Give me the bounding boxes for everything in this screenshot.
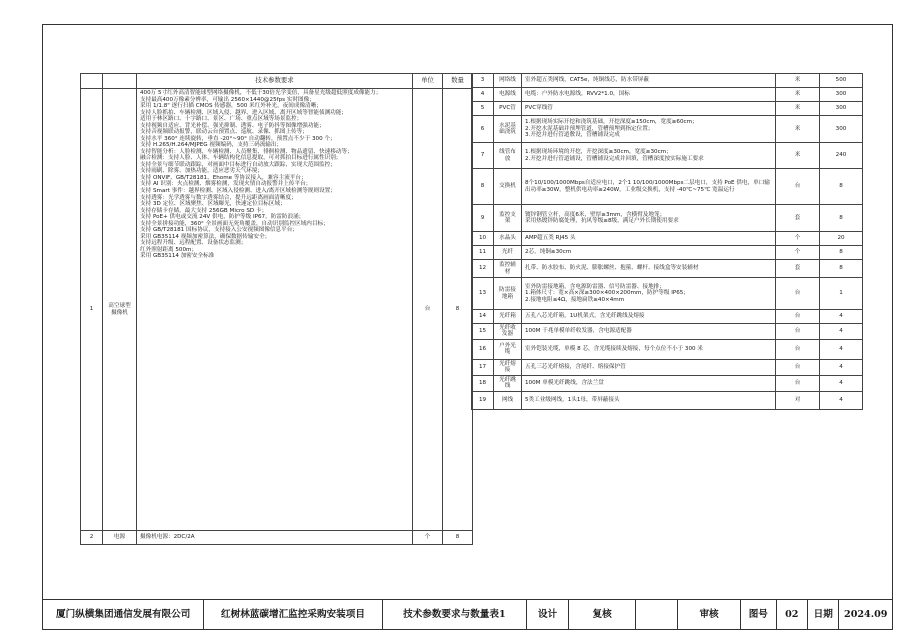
row-unit: 台 <box>776 278 820 310</box>
header-no <box>81 74 103 89</box>
table-row <box>472 88 863 102</box>
row-name: 监控辅材 <box>494 260 522 278</box>
table-row <box>472 232 863 246</box>
row-spec: 400万 5寸红外高清智能球型网络摄像机，不低于30倍光学变倍，具备星光级超低照度成像能力； 支持最高400万像素分辨率，可输出 2560×1440@25fps 实时图像； 采用 1/1.8" 逐行扫描 CMOS 传感器，500 米红外补光，夜间成像清晰； 支持人脸抓拍、车辆检测、区域入侵、越界、进入区域、离开区域等智能侦测功能； 适用于林区路口、十字路口、景区、广场、重点区域等场景监控； 支持视频自适应、背光补偿、强光抑制、透雾、电子防抖等图像增强功能； 支持音视频联动报警，联动云台预置点、巡航、录像、抓图上传等； 支持水平 360° 连续旋转，垂直 -20°~90° 自动翻转，预置点不少于 300 个； 支持 H.265/H.264/MJPEG 视频编码，支持三码流输出； 支持智能分析：人脸检测、车辆检测、人员聚集、徘徊检测、物品遗留、快速移动等； 融合检测：支持人脸、人体、车辆结构化信息提取，可对抓拍目标进行属性识别； 支持全景与细节联动跟踪，对画面中目标进行自动放大跟踪，实现大范围监控； 支持雨刷、除雾、加热功能，适应恶劣天气环境； 支持 ONVIF、GB/T28181、Ehome 等协议接入，兼容主流平台； 支持 AI 识别：火点检测、烟雾检测，发现火情自动报警并上传平台； 支持 Smart 事件：越界检测、区域入侵检测、进入/离开区域检测等规则设置； 支持透雾：光学透雾与数字透雾结合，提升远距离画面清晰度； 支持 3D 定位、区域聚焦、区域曝光，快速定位目标区域； 支持存储卡存储，最大支持 256GB Micro SD 卡； 支持 PoE+ 供电或交流 24V 供电，防护等级 IP67，防雷防浪涌； 支持全景拼接功能，360° 全景画面无死角覆盖，自动识别监控区域内目标； 支持 GB/T28181 国标协议，支持接入公安视频图像信息平台； 采用 GB35114 视频加密算法，确保数据传输安全； 支持远程升级、远程配置、设备状态监测； 红外照射距离 500m； 采用 GB35114 加密安全标准 <box>137 89 413 531</box>
row-qty: 4 <box>820 310 863 324</box>
row-no: 3 <box>472 74 494 88</box>
row-no: 15 <box>472 324 494 340</box>
row-qty: 8 <box>820 246 863 260</box>
row-qty: 4 <box>820 375 863 391</box>
row-name: 户外光缆 <box>494 339 522 359</box>
header-name <box>103 74 137 89</box>
row-qty: 8 <box>820 169 863 205</box>
table-row <box>472 205 863 232</box>
row-name: 光纤收发器 <box>494 324 522 340</box>
row-no: 6 <box>472 116 494 143</box>
row-unit: 个 <box>776 232 820 246</box>
row-name: PVC管 <box>494 102 522 116</box>
row-qty: 20 <box>820 232 863 246</box>
row-spec: 100M 千兆单模单纤收发器，含电源适配器 <box>522 324 776 340</box>
table-row <box>472 169 863 205</box>
row-spec: 室外防雷接地箱，含电源防雷器、信号防雷器、接地排； 1.箱体尺寸：宽×高×深≥300×400×200mm，防护等级 IP65； 2.接地电阻≤4Ω，接地扁铁≥40×4mm <box>522 278 776 310</box>
table-row <box>472 339 863 359</box>
header-qty: 数量 <box>443 74 473 89</box>
row-unit: 台 <box>776 310 820 324</box>
row-spec: 摄像机电源：2DC/2A <box>137 531 413 545</box>
project-name: 红树林蓝碳增汇监控采购安装项目 <box>204 600 382 630</box>
review-label: 复核 <box>569 600 636 630</box>
row-unit-text: 台 <box>424 306 431 313</box>
row-qty: 8 <box>820 205 863 232</box>
row-unit: 套 <box>776 260 820 278</box>
table-row <box>472 324 863 340</box>
row-spec: PVC穿线管 <box>522 102 776 116</box>
row-name: 光纤熔接 <box>494 359 522 375</box>
row-no: 9 <box>472 205 494 232</box>
row-name: 监控支架 <box>494 205 522 232</box>
row-no: 10 <box>472 232 494 246</box>
row-unit: 套 <box>776 205 820 232</box>
row-unit: 米 <box>776 74 820 88</box>
table-row <box>81 89 473 531</box>
row-unit: 台 <box>776 339 820 359</box>
date-value: 2024.09 <box>839 600 893 630</box>
review-value <box>636 600 678 630</box>
company-name: 厦门纵横集团通信发展有限公司 <box>43 600 204 630</box>
table-row <box>472 246 863 260</box>
row-qty: 4 <box>820 339 863 359</box>
row-name: 线管布放 <box>494 143 522 169</box>
row-no: 7 <box>472 143 494 169</box>
row-unit: 米 <box>776 102 820 116</box>
table-row <box>472 391 863 409</box>
row-qty: 4 <box>820 391 863 409</box>
row-no: 11 <box>472 246 494 260</box>
row-name: 水泥基础浇筑 <box>494 116 522 143</box>
table-row <box>81 531 473 545</box>
header-unit: 单位 <box>413 74 443 89</box>
left-table-header <box>81 74 473 89</box>
row-no: 5 <box>472 102 494 116</box>
row-qty: 300 <box>820 116 863 143</box>
row-spec: 五孔三芯光纤熔接，含尾纤、熔接保护管 <box>522 359 776 375</box>
table-row <box>472 143 863 169</box>
drawing-name: 技术参数要求与数量表1 <box>382 600 527 630</box>
row-qty <box>443 89 473 531</box>
table-row <box>472 116 863 143</box>
row-no: 12 <box>472 260 494 278</box>
row-unit: 个 <box>413 531 443 545</box>
row-qty: 4 <box>820 359 863 375</box>
row-unit <box>413 89 443 531</box>
row-unit: 米 <box>776 143 820 169</box>
table-row <box>472 310 863 324</box>
row-unit: 对 <box>776 391 820 409</box>
row-unit: 台 <box>776 324 820 340</box>
header-spec: 技术参数要求 <box>137 74 413 89</box>
row-no: 13 <box>472 278 494 310</box>
row-qty: 300 <box>820 102 863 116</box>
row-spec: AMP超五类 RJ45 头 <box>522 232 776 246</box>
row-unit: 米 <box>776 88 820 102</box>
row-no: 14 <box>472 310 494 324</box>
table-row <box>472 260 863 278</box>
row-spec: 1.根据现场实际开挖和浇筑基础，开挖深度≥150cm，宽度≥60cm； 2.开挖水泥基础并预埋管道，管槽预埋到指定位置； 3.开挖并进行管道敷设，管槽铺设完成 <box>522 116 776 143</box>
row-qty: 8 <box>820 260 863 278</box>
row-name: 水晶头 <box>494 232 522 246</box>
row-unit: 米 <box>776 116 820 143</box>
row-no: 19 <box>472 391 494 409</box>
row-name: 防雷接地箱 <box>494 278 522 310</box>
row-qty: 8 <box>443 531 473 545</box>
row-spec: 室外超五类网线，CAT5e，纯铜线芯，防水带屏蔽 <box>522 74 776 88</box>
drawing-no: 02 <box>776 600 807 630</box>
design-label: 设计 <box>527 600 569 630</box>
row-no: 4 <box>472 88 494 102</box>
row-name: 网线 <box>494 391 522 409</box>
date-label: 日期 <box>808 600 839 630</box>
drawing-no-label: 图号 <box>740 600 776 630</box>
row-spec: 2芯，纯铜≥30cm <box>522 246 776 260</box>
row-no: 17 <box>472 359 494 375</box>
row-name: 电源 <box>103 531 137 545</box>
row-spec: 1.根据现场环境的开挖，开挖深度≥30cm，宽度≥30cm； 2.开挖并进行管道铺设，管槽铺设完成并回填，管槽深度按实际施工要求 <box>522 143 776 169</box>
row-name: 网络线 <box>494 74 522 88</box>
row-qty-text: 8 <box>455 306 460 313</box>
row-no: 2 <box>81 531 103 545</box>
row-spec: 5类工业级网线，1头1母，带屏蔽接头 <box>522 391 776 409</box>
row-qty: 1 <box>820 278 863 310</box>
row-unit: 台 <box>776 169 820 205</box>
row-name: 光纤跳线 <box>494 375 522 391</box>
right-spec-table <box>471 73 863 410</box>
row-qty: 500 <box>820 74 863 88</box>
row-name: 光纤箱 <box>494 310 522 324</box>
row-spec: 镀锌钢管立杆，高度6米，壁厚≥3mm，含横臂及地笼； 采用热镀锌防腐处理，抗风等级≥8级，满足户外长期使用要求 <box>522 205 776 232</box>
title-block <box>42 599 893 630</box>
row-spec: 五孔八芯光纤箱，1U机架式，含光纤跳线及熔接 <box>522 310 776 324</box>
row-name: 交换机 <box>494 169 522 205</box>
table-row <box>472 359 863 375</box>
table-row <box>472 278 863 310</box>
table-row <box>472 74 863 88</box>
row-qty: 240 <box>820 143 863 169</box>
row-spec: 扎带、防水胶布、防火泥、膨胀螺丝、抱箍、螺杆、接线盒等安装辅材 <box>522 260 776 278</box>
row-unit: 台 <box>776 359 820 375</box>
row-unit: 台 <box>776 375 820 391</box>
row-spec: 100M 单模光纤跳线，含法兰盘 <box>522 375 776 391</box>
table-row <box>472 375 863 391</box>
row-spec: 电缆：户外防水电源线，RVV2*1.0，国标 <box>522 88 776 102</box>
row-qty: 300 <box>820 88 863 102</box>
left-spec-table <box>80 73 473 545</box>
row-name: 高空球型摄像机 <box>103 89 137 531</box>
row-spec: 室外铠装光缆，单模 8 芯，含光缆接续及熔接，每个点位不小于 300 米 <box>522 339 776 359</box>
row-no: 18 <box>472 375 494 391</box>
row-name: 电源线 <box>494 88 522 102</box>
row-qty: 4 <box>820 324 863 340</box>
row-name: 光纤 <box>494 246 522 260</box>
row-no: 1 <box>81 89 103 531</box>
row-unit: 个 <box>776 246 820 260</box>
row-spec: 8个10/100/1000Mbps自适应电口，2个1 10/100/1000Mbps二层电口，支持 PoE 供电，单口输出功率≥30W，整机供电功率≥240W，工业级交换机，支持 -40℃~75℃ 宽温运行 <box>522 169 776 205</box>
row-no: 8 <box>472 169 494 205</box>
table-row <box>472 102 863 116</box>
row-no: 16 <box>472 339 494 359</box>
audit-label: 审核 <box>678 600 741 630</box>
